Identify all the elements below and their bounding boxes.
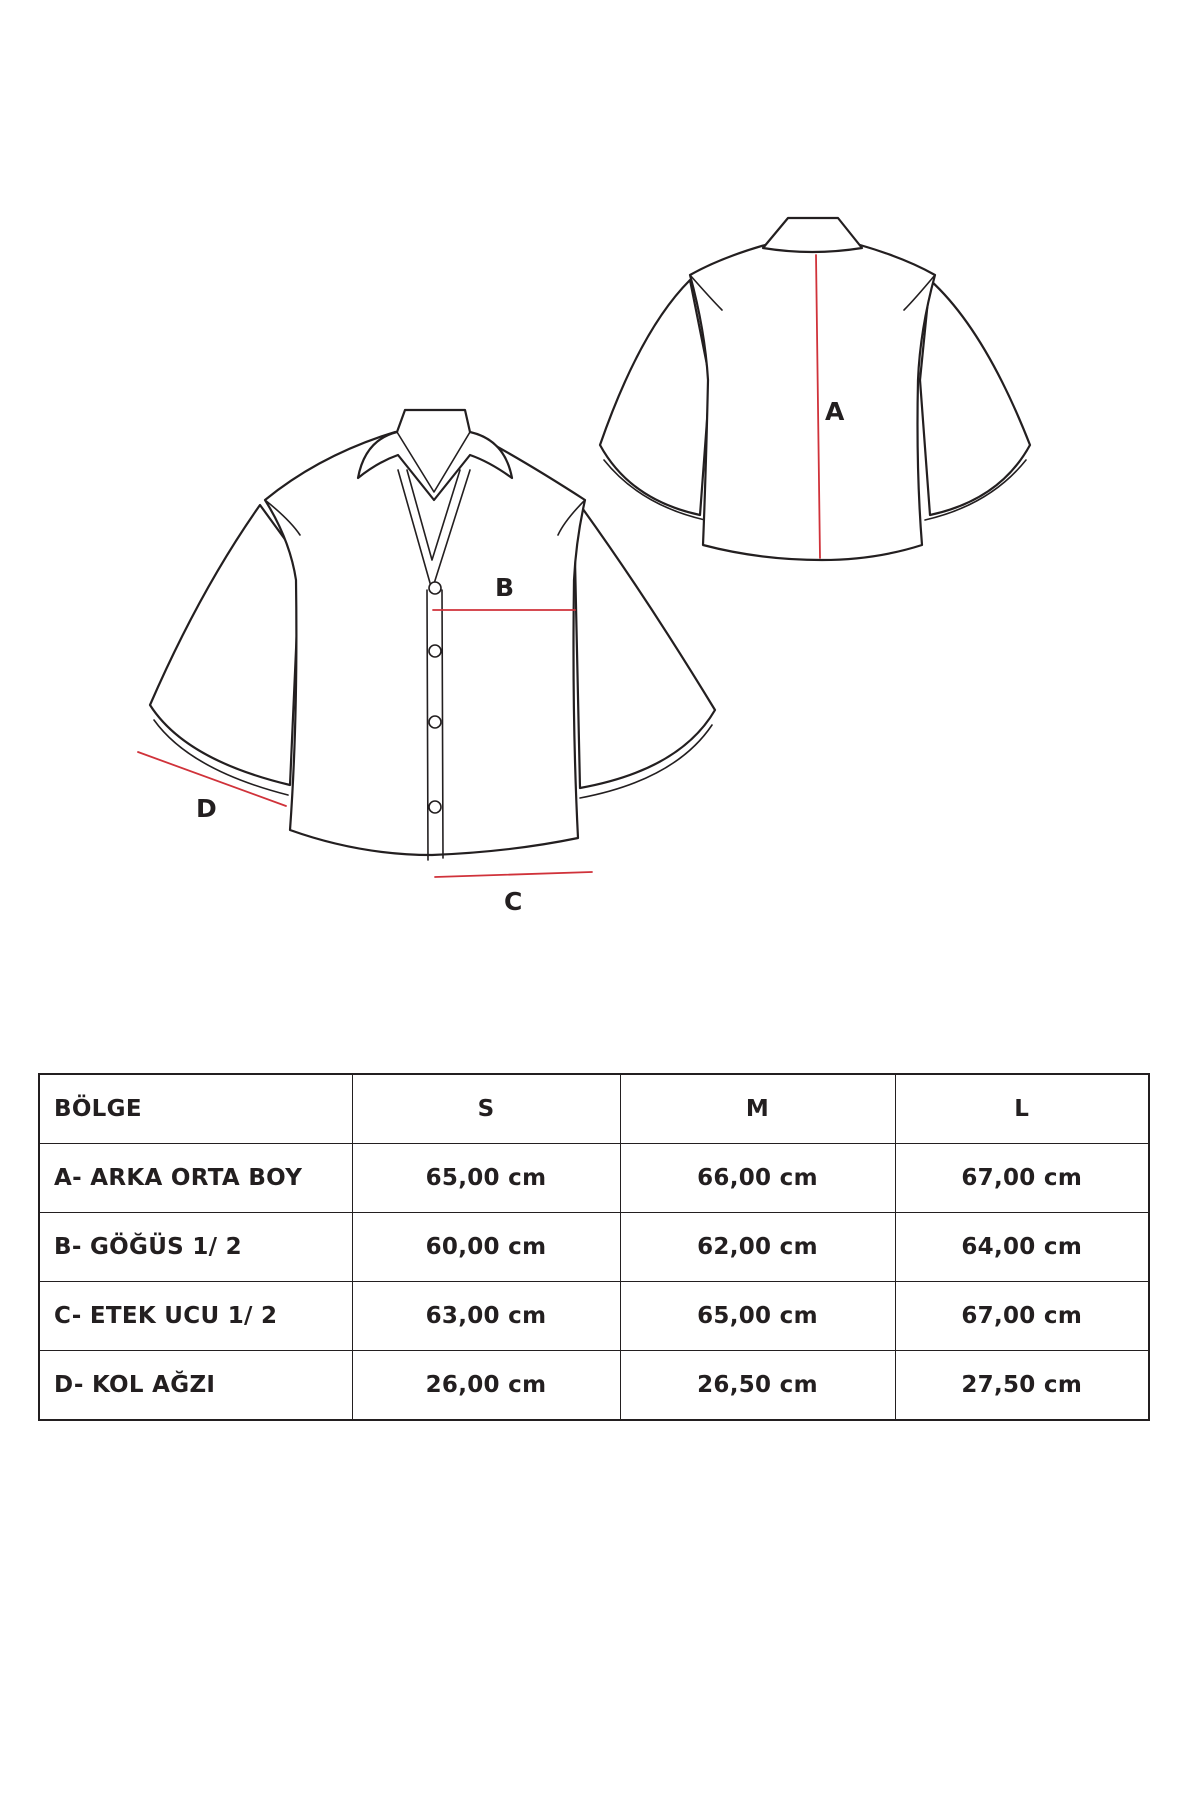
row-value: 67,00 cm [895, 1282, 1149, 1351]
back-body [690, 245, 935, 560]
table-row [39, 1282, 1149, 1351]
front-left-sleeve [150, 505, 300, 785]
table-row [39, 1351, 1149, 1421]
row-value: 65,00 cm [352, 1144, 620, 1213]
row-value: 60,00 cm [352, 1213, 620, 1282]
back-collar [763, 218, 862, 252]
measure-label-c: C [504, 887, 523, 916]
front-body [265, 432, 585, 855]
measure-label-a: A [825, 397, 845, 426]
measure-line-c [435, 872, 592, 877]
shirt-front-view [138, 410, 715, 916]
header-size-s: S [352, 1074, 620, 1144]
button-3 [429, 716, 441, 728]
row-value: 63,00 cm [352, 1282, 620, 1351]
row-region: D- KOL AĞZI [39, 1351, 352, 1421]
row-value: 67,00 cm [895, 1144, 1149, 1213]
row-value: 26,50 cm [620, 1351, 895, 1421]
back-right-sleeve [920, 280, 1030, 515]
row-region: B- GÖĞÜS 1/ 2 [39, 1213, 352, 1282]
row-value: 62,00 cm [620, 1213, 895, 1282]
row-value: 27,50 cm [895, 1351, 1149, 1421]
table-row [39, 1213, 1149, 1282]
table-header-row [39, 1074, 1149, 1144]
header-region: BÖLGE [39, 1074, 352, 1144]
row-value: 66,00 cm [620, 1144, 895, 1213]
row-value: 26,00 cm [352, 1351, 620, 1421]
header-size-m: M [620, 1074, 895, 1144]
table-row [39, 1144, 1149, 1213]
row-region: C- ETEK UCU 1/ 2 [39, 1282, 352, 1351]
measure-label-d: D [196, 794, 217, 823]
row-value: 65,00 cm [620, 1282, 895, 1351]
shirt-back-view [600, 218, 1030, 560]
row-value: 64,00 cm [895, 1213, 1149, 1282]
header-size-l: L [895, 1074, 1149, 1144]
row-region: A- ARKA ORTA BOY [39, 1144, 352, 1213]
size-chart-table [38, 1073, 1150, 1421]
back-left-sleeve [600, 280, 710, 515]
button-1 [429, 582, 441, 594]
button-2 [429, 645, 441, 657]
measure-label-b: B [495, 573, 515, 602]
button-4 [429, 801, 441, 813]
